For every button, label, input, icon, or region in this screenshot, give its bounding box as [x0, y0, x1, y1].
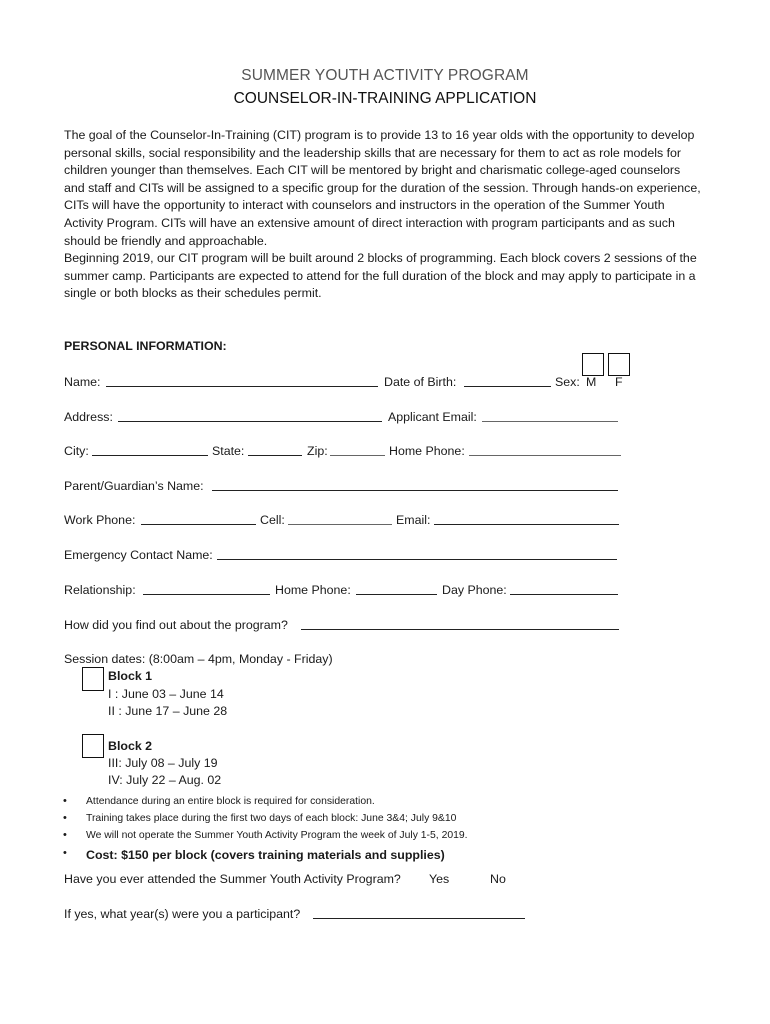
block1-checkbox[interactable]: [82, 667, 104, 691]
address-label: Address:: [64, 410, 113, 424]
cell-label: Cell:: [260, 513, 285, 527]
block1-session1: I : June 03 – June 14: [108, 687, 224, 701]
city-label: City:: [64, 444, 89, 458]
year-field[interactable]: [313, 918, 525, 919]
emergency-field[interactable]: [217, 559, 617, 560]
intro-paragraph: The goal of the Counselor-In-Training (CIT) program is to provide 13 to 16 year olds with the opportunity to develop personal skills, social responsibility and the leadership skills that are necessary for them to act as role models for children younger than themselves. Each CIT will be mentored by bright and charismatic college-aged counselors and staff and CITs will be assigned to a specific group for the duration of the session. Through hands-on experience, CITs will have the opportunity to interact with counselors and instructors in the operation of the Summer Youth Activity Program. CITs will have an extensive amount of direct interaction with program participants and as such should be friendly and approachable. Beginning 2019, our CIT program will be built around 2 blocks of programming. Each block covers 2 sessions of the summer camp. Participants are expected to attend for the full duration of the block and may apply to participate in a single or both blocks as their schedules permit.: [64, 128, 701, 301]
sex-f-label: F: [615, 375, 623, 389]
home-phone2-label: Home Phone:: [275, 583, 351, 597]
sex-m-label: M: [586, 375, 597, 389]
attended-question: Have you ever attended the Summer Youth Activity Program?: [64, 872, 401, 886]
year-question: If yes, what year(s) were you a participant?: [64, 907, 301, 921]
emergency-label: Emergency Contact Name:: [64, 548, 213, 562]
block1-session2: II : June 17 – June 28: [108, 704, 228, 718]
block1-title: Block 1: [108, 669, 153, 683]
home-phone-field[interactable]: [469, 455, 621, 456]
found-out-field[interactable]: [301, 629, 619, 630]
day-phone-label: Day Phone:: [442, 583, 507, 597]
name-field[interactable]: [106, 386, 378, 387]
guardian-label: Parent/Guardian’s Name:: [64, 479, 204, 493]
note-cost: Cost: $150 per block (covers training materials and supplies): [86, 848, 445, 862]
day-phone-field[interactable]: [510, 594, 618, 595]
email2-field[interactable]: [434, 524, 619, 525]
block2-session1: III: July 08 – July 19: [108, 756, 218, 770]
personal-info-heading: PERSONAL INFORMATION:: [64, 339, 227, 353]
sex-f-checkbox[interactable]: [608, 353, 630, 376]
program-title: SUMMER YOUTH ACTIVITY PROGRAM: [241, 67, 529, 84]
note-bullet: •: [63, 829, 67, 841]
block2-checkbox[interactable]: [82, 734, 104, 758]
form-title: COUNSELOR-IN-TRAINING APPLICATION: [233, 90, 537, 107]
home-phone-label: Home Phone:: [389, 444, 465, 458]
city-field[interactable]: [92, 455, 208, 456]
note-bullet: •: [63, 795, 67, 807]
note-bullet: •: [63, 847, 67, 859]
zip-field[interactable]: [330, 455, 385, 456]
email-label: Applicant Email:: [388, 410, 477, 424]
guardian-field[interactable]: [212, 490, 618, 491]
sex-m-checkbox[interactable]: [582, 353, 604, 376]
relationship-field[interactable]: [143, 594, 270, 595]
note-bullet: •: [63, 812, 67, 824]
found-out-label: How did you find out about the program?: [64, 618, 288, 632]
block2-session2: IV: July 22 – Aug. 02: [108, 773, 222, 787]
block2-title: Block 2: [108, 739, 153, 753]
home-phone2-field[interactable]: [356, 594, 437, 595]
attended-yes-option[interactable]: Yes: [429, 872, 450, 886]
dob-label: Date of Birth:: [384, 375, 457, 389]
email-field[interactable]: [482, 421, 618, 422]
address-field[interactable]: [118, 421, 382, 422]
relationship-label: Relationship:: [64, 583, 136, 597]
zip-label: Zip:: [307, 444, 328, 458]
work-phone-field[interactable]: [141, 524, 256, 525]
state-field[interactable]: [248, 455, 302, 456]
sex-label: Sex:: [555, 375, 580, 389]
note-no-operation: We will not operate the Summer Youth Activity Program the week of July 1-5, 2019.: [86, 830, 468, 841]
email2-label: Email:: [396, 513, 431, 527]
dob-field[interactable]: [464, 386, 551, 387]
name-label: Name:: [64, 375, 101, 389]
session-dates-heading: Session dates: (8:00am – 4pm, Monday - Friday): [64, 652, 333, 666]
work-phone-label: Work Phone:: [64, 513, 136, 527]
note-attendance: Attendance during an entire block is required for consideration.: [86, 796, 375, 807]
note-training: Training takes place during the first two days of each block: June 3&4; July 9&10: [86, 813, 457, 824]
cell-field[interactable]: [288, 524, 392, 525]
state-label: State:: [212, 444, 245, 458]
attended-no-option[interactable]: No: [490, 872, 506, 886]
